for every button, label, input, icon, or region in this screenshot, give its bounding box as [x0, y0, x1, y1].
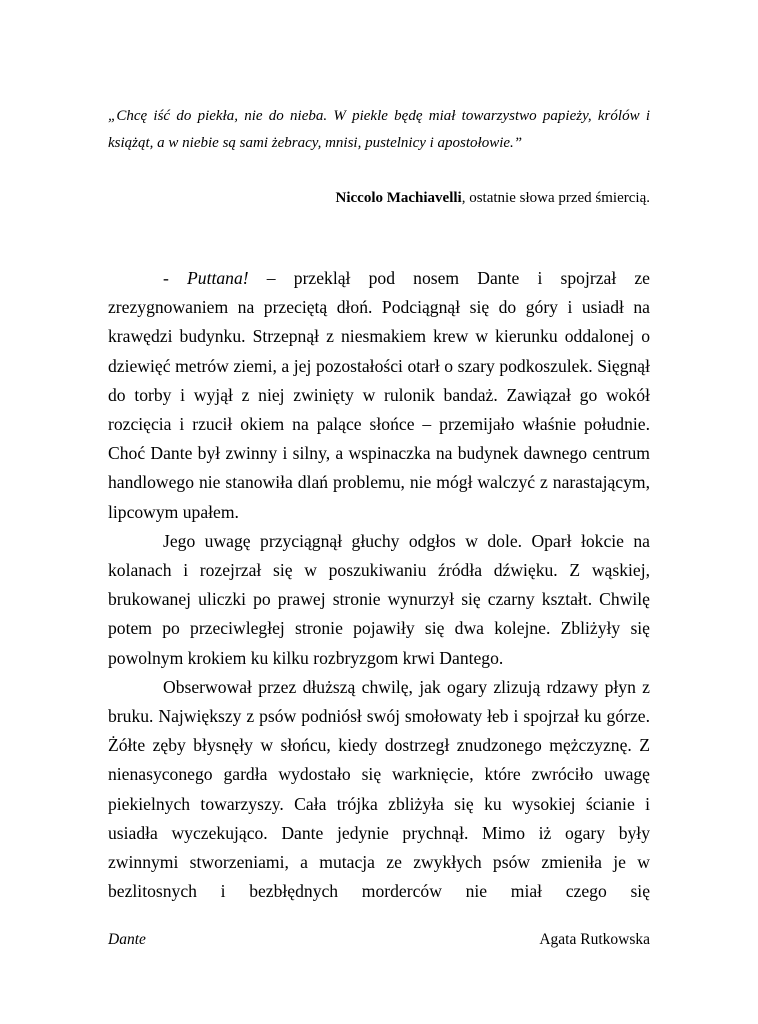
paragraph-1-dash: - — [163, 268, 188, 288]
footer-book-title: Dante — [108, 931, 146, 948]
epigraph-attribution — [336, 185, 651, 211]
paragraph-1 — [108, 264, 650, 527]
epigraph-quote: „Chcę iść do piekła, nie do nieba. W piekle będę miał towarzystwo papieży, królów i książąt, a w niebie są sami żebracy, mnisi, pustelnicy i apostołowie.” — [108, 108, 650, 151]
epigraph-author: Niccolo Machiavelli — [335, 190, 462, 206]
paragraph-1-text: – przeklął pod nosem Dante i spojrzał ze zrezygnowaniem na przeciętą dłoń. Podciągnął się do góry i usiadł na krawędzi budynku. Strzepnął z niesmakiem krew w kierunku oddalonej o dziewięć metrów ziemi, a jej pozostałości otarł o szary podkoszulek. Sięgnął do torby i wyjął z niej zwinięty w rulonik bandaż. Zawiązał go wokół rozcięcia i rzucił okiem na palące słońce – przemijało właśnie południe. Choć Dante był zwinny i silny, a wspinaczka na budynek dawnego centrum handlowego nie stanowiła dlań problemu, nie mógł walczyć z narastającym, lipcowym upałem. — [108, 268, 650, 522]
paragraph-2: Jego uwagę przyciągnął głuchy odgłos w dole. Oparł łokcie na kolanach i rozejrzał się w poszukiwaniu źródła dźwięku. Z wąskiej, brukowanej uliczki po prawej stronie wynurzył się czarny kształt. Chwilę potem po przeciwległej stronie pojawiły się dwa kolejne. Zbliżyły się powolnym krokiem ku kilku rozbryzgom krwi Dantego. — [108, 530, 650, 668]
epigraph-source-note: , ostatnie słowa przed śmiercią. — [461, 190, 650, 206]
chapter-body — [108, 264, 650, 906]
document-page — [108, 0, 650, 1024]
paragraph-3: Obserwował przez dłuższą chwilę, jak ogary zlizują rdzawy płyn z bruku. Największy z psów podniósł swój smołowaty łeb i spojrzał ku górze. Żółte zęby błysnęły w słońcu, kiedy dostrzegł znudzonego mężczyznę. Z nienasyconego gardła wydostało się warknięcie, które zwróciło uwagę piekielnych towarzyszy. Cała trójka zbliżyła się ku wysokiej ścianie i usiadła wyczekująco. Dante jedynie prychnął. Mimo iż ogary były zwinnymi stworzeniami, a mutacja ze zwykłych psów zmieniła je w bezlitosnych i bezbłędnych morderców nie miał czego się — [108, 676, 650, 902]
footer-author: Agata Rutkowska — [539, 931, 650, 948]
paragraph-1-exclamation: Puttana! — [187, 268, 249, 288]
